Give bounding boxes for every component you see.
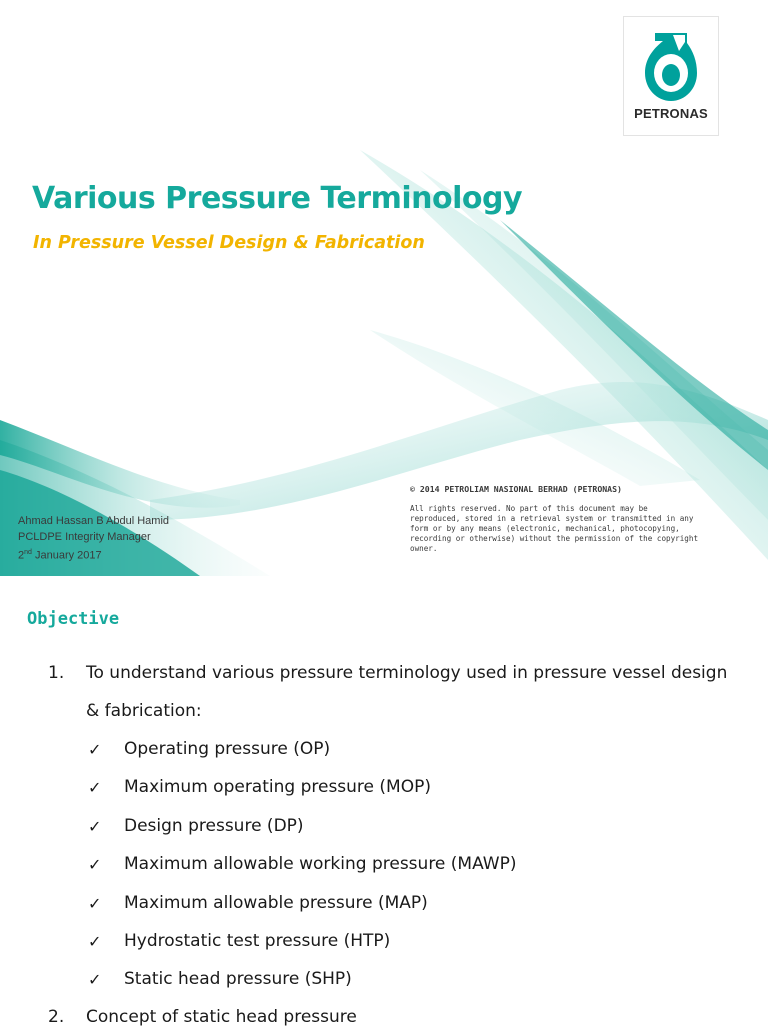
presenter-role: PCLDPE Integrity Manager (18, 531, 151, 543)
check-icon: ✓ (88, 740, 102, 759)
list-item-number: 2. (48, 1007, 65, 1027)
presenter-name: Ahmad Hassan B Abdul Hamid (18, 515, 170, 527)
copyright-line: form or by any means (electronic, mechanical, photocopying, (410, 524, 680, 533)
presenter-block (18, 513, 169, 564)
sub-item: Maximum operating pressure (MOP) (124, 777, 431, 797)
check-icon: ✓ (88, 778, 102, 797)
sub-item: Static head pressure (SHP) (124, 969, 352, 989)
sub-item: Design pressure (DP) (124, 816, 304, 836)
sub-item: Operating pressure (OP) (124, 739, 331, 759)
copyright-line: All rights reserved. No part of this document may be (410, 504, 648, 513)
presentation-date (18, 545, 169, 564)
copyright-line: reproduced, stored in a retrieval system or transmitted in any (410, 514, 694, 523)
sub-item: Maximum allowable pressure (MAP) (124, 893, 428, 913)
logo-wordmark: PETRONAS (634, 106, 708, 121)
page-title: Various Pressure Terminology (32, 181, 523, 216)
check-icon: ✓ (88, 855, 102, 874)
date-day: 2 (18, 549, 25, 562)
copyright-line: owner. (410, 544, 438, 553)
copyright-line: recording or otherwise) without the permission of the copyright (410, 534, 699, 543)
list-item-text-continued: & fabrication: (86, 701, 202, 721)
petronas-droplet-icon (643, 29, 699, 103)
page-subtitle: In Pressure Vessel Design & Fabrication (33, 233, 425, 253)
date-rest: January 2017 (31, 549, 102, 562)
copyright-heading: © 2014 PETROLIAM NASIONAL BERHAD (PETRONAS) (410, 484, 622, 494)
check-icon: ✓ (88, 932, 102, 951)
objective-heading: Objective (27, 609, 120, 629)
sub-item: Maximum allowable working pressure (MAWP) (124, 854, 517, 874)
check-icon: ✓ (88, 817, 102, 836)
check-icon: ✓ (88, 894, 102, 913)
copyright-notice (410, 504, 700, 554)
list-item-text: To understand various pressure terminology used in pressure vessel design (86, 663, 728, 683)
check-icon: ✓ (88, 970, 102, 989)
list-item-text: Concept of static head pressure (86, 1007, 357, 1027)
list-item-number: 1. (48, 663, 65, 683)
date-suffix: nd (24, 549, 32, 556)
sub-item: Hydrostatic test pressure (HTP) (124, 931, 391, 951)
petronas-logo (623, 16, 719, 136)
